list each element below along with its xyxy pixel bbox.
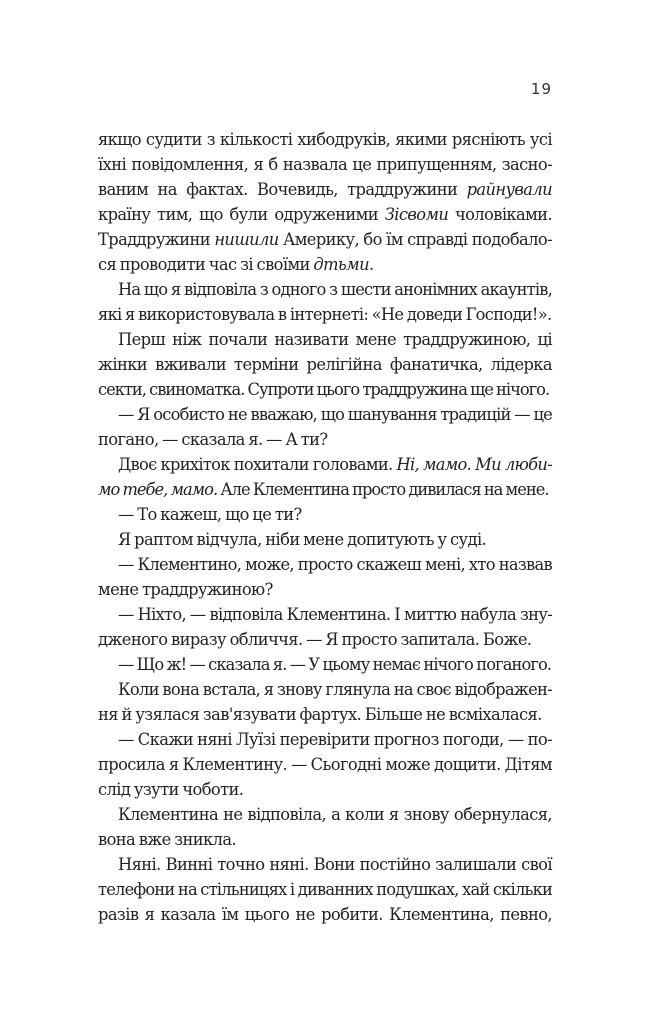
text-run: — Я особисто не вважаю, що шанування традицій — це xyxy=(118,405,552,424)
text-run: просила я Клементину. — Сьогодні може дощити. Дітям xyxy=(98,755,552,774)
text-run: ся проводити час зі своїми xyxy=(98,255,314,274)
text-line xyxy=(98,527,552,552)
text-run: Коли вона встала, я знову глянула на своє відображен- xyxy=(118,680,552,699)
text-run: — То кажеш, що це ти? xyxy=(118,505,302,524)
text-line xyxy=(98,427,552,452)
text-line xyxy=(98,852,552,877)
text-run: країну тим, що були одруженими xyxy=(98,205,385,224)
text-run: вона вже зникла. xyxy=(98,830,237,849)
italic-text: Зісвоми xyxy=(384,205,449,224)
text-line xyxy=(98,652,552,677)
text-run: слід узути чоботи. xyxy=(98,780,244,799)
text-run: дженого виразу обличчя. — Я просто запитала. Боже. xyxy=(98,630,532,649)
text-run: телефони на стільницях і диванних подушках, хай скільки xyxy=(98,880,552,899)
text-run: Америку, бо їм справді подобало- xyxy=(278,230,552,249)
text-line xyxy=(98,552,552,577)
text-run: — Клементино, може, просто скажеш мені, хто назвав xyxy=(118,555,552,574)
text-run: На що я відповіла з одного з шести анонімних акаунтів, xyxy=(118,280,552,299)
text-line xyxy=(98,252,552,277)
text-line xyxy=(98,452,552,477)
text-run: їхні повідомлення, я б назвала це припущенням, засно- xyxy=(98,155,552,174)
text-line xyxy=(98,752,552,777)
italic-text: мо тебе, мамо. xyxy=(98,480,218,499)
text-line xyxy=(98,127,552,152)
text-line xyxy=(98,202,552,227)
text-line xyxy=(98,877,552,902)
text-run: ваним на фактах. Вочевидь, траддружини xyxy=(98,180,467,199)
text-line xyxy=(98,802,552,827)
text-line xyxy=(98,327,552,352)
text-run: якщо судити з кількості хибодруків, якими рясніють усі xyxy=(98,130,552,149)
text-line xyxy=(98,627,552,652)
text-run: — Ніхто, — відповіла Клементина. І миттю набула зну- xyxy=(118,605,552,624)
italic-text: райнували xyxy=(466,180,552,199)
italic-text: дтьми xyxy=(313,255,369,274)
text-run: Клементина не відповіла, а коли я знову обернулася, xyxy=(118,805,552,824)
text-line xyxy=(98,602,552,627)
text-line xyxy=(98,277,552,302)
text-line xyxy=(98,302,552,327)
text-line xyxy=(98,177,552,202)
text-run: Я раптом відчула, ніби мене допитують у суді. xyxy=(118,530,487,549)
text-line xyxy=(98,702,552,727)
text-run: Няні. Винні точно няні. Вони постійно залишали свої xyxy=(118,855,552,874)
text-line xyxy=(98,152,552,177)
text-line xyxy=(98,227,552,252)
text-line xyxy=(98,477,552,502)
text-run: . xyxy=(368,255,374,274)
text-line xyxy=(98,577,552,602)
page-number: 19 xyxy=(530,80,552,98)
text-run: погано, — сказала я. — А ти? xyxy=(98,430,328,449)
text-line xyxy=(98,777,552,802)
text-line xyxy=(98,377,552,402)
text-run: Але Клементина просто дивилася на мене. xyxy=(217,480,549,499)
text-line xyxy=(98,902,552,927)
text-run: чоловіками. xyxy=(448,205,553,224)
text-run: Траддружини xyxy=(98,230,215,249)
text-run: які я використовувала в інтернеті: «Не доведи Господи!». xyxy=(98,305,552,324)
text-run: мене траддружиною? xyxy=(98,580,273,599)
text-line xyxy=(98,827,552,852)
text-run: секти, свиноматка. Супроти цього траддружина ще нічого. xyxy=(98,380,550,399)
text-run: разів я казала їм цього не робити. Клементина, певно, xyxy=(98,905,552,924)
text-line xyxy=(98,727,552,752)
text-run: — Що ж! — сказала я. — У цьому немає нічого поганого. xyxy=(118,655,552,674)
text-run: ня й узялася зав'язувати фартух. Більше не всміхалася. xyxy=(98,705,542,724)
text-line xyxy=(98,402,552,427)
body-text xyxy=(98,127,552,927)
italic-text: нишили xyxy=(214,230,279,249)
text-run: жінки вживали терміни релігійна фанатичка, лідерка xyxy=(98,355,552,374)
text-run: Перш ніж почали називати мене траддружиною, ці xyxy=(118,330,552,349)
text-line xyxy=(98,502,552,527)
text-run: Двоє крихіток похитали головами. xyxy=(118,455,397,474)
text-line xyxy=(98,352,552,377)
italic-text: Ні, мамо. Ми люби- xyxy=(396,455,552,474)
text-line xyxy=(98,677,552,702)
text-run: — Скажи няні Луїзі перевірити прогноз погоди, — по- xyxy=(118,730,552,749)
